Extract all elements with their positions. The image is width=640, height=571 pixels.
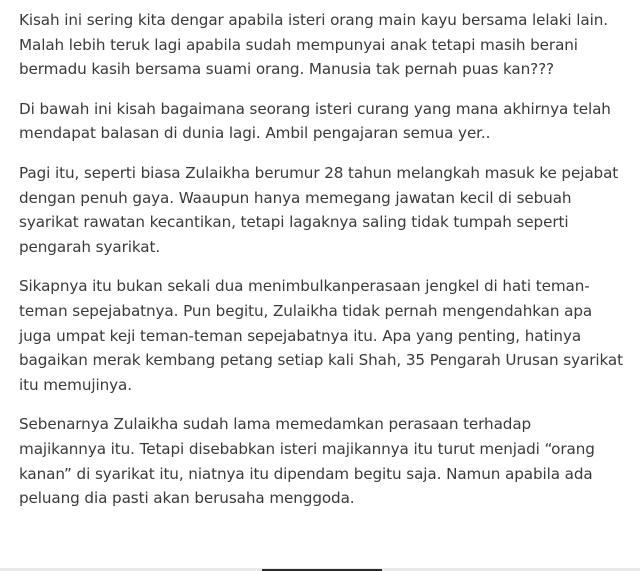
- text-line: Sikapnya itu bukan sekali dua menimbulkanperasaan jengkel di hati teman-: [19, 277, 590, 296]
- text-line: juga umpat keji teman-teman sepejabatnya itu. Apa yang penting, hatinya: [19, 326, 582, 345]
- text-line: Sebenarnya Zulaikha sudah lama memedamkan perasaan terhadap: [19, 415, 532, 434]
- text-line: majikannya itu. Tetapi disebabkan isteri majikannya itu turut menjadi “orang: [19, 439, 595, 458]
- text-line: syarikat rawatan kecantikan, tetapi lagaknya saling tidak tumpah seperti: [19, 213, 569, 232]
- text-line: pengarah syarikat.: [19, 237, 161, 256]
- article-body: [19, 8, 629, 526]
- text-line: bagaikan merak kembang petang setiap kali Shah, 35 Pengarah Urusan syarikat: [19, 351, 623, 370]
- text-line: Pagi itu, seperti biasa Zulaikha berumur 28 tahun melangkah masuk ke pejabat: [19, 163, 619, 182]
- text-line: itu memujinya.: [19, 375, 132, 394]
- text-line: mendapat balasan di dunia lagi. Ambil pengajaran semua yer..: [19, 124, 491, 143]
- text-line: dengan penuh gaya. Waaupun hanya memegang jawatan kecil di sebuah: [19, 188, 572, 207]
- paragraph: [19, 8, 629, 82]
- text-line: teman sepejabatnya. Pun begitu, Zulaikha tidak pernah mengendahkan apa: [19, 301, 593, 320]
- paragraph: [19, 274, 629, 397]
- text-line: kanan” di syarikat itu, niatnya itu dipendam begitu saja. Namun apabila ada: [19, 464, 593, 483]
- text-line: Malah lebih teruk lagi apabila sudah mempunyai anak tetapi masih berani: [19, 35, 578, 54]
- text-line: bermadu kasih bersama suami orang. Manusia tak pernah puas kan???: [19, 60, 555, 79]
- paragraph: [19, 97, 629, 146]
- paragraph: [19, 161, 629, 259]
- paragraph: [19, 412, 629, 510]
- text-line: Kisah ini sering kita dengar apabila isteri orang main kayu bersama lelaki lain.: [19, 11, 608, 29]
- text-line: Di bawah ini kisah bagaimana seorang isteri curang yang mana akhirnya telah: [19, 99, 611, 118]
- text-line: peluang dia pasti akan berusaha menggoda.: [19, 489, 355, 508]
